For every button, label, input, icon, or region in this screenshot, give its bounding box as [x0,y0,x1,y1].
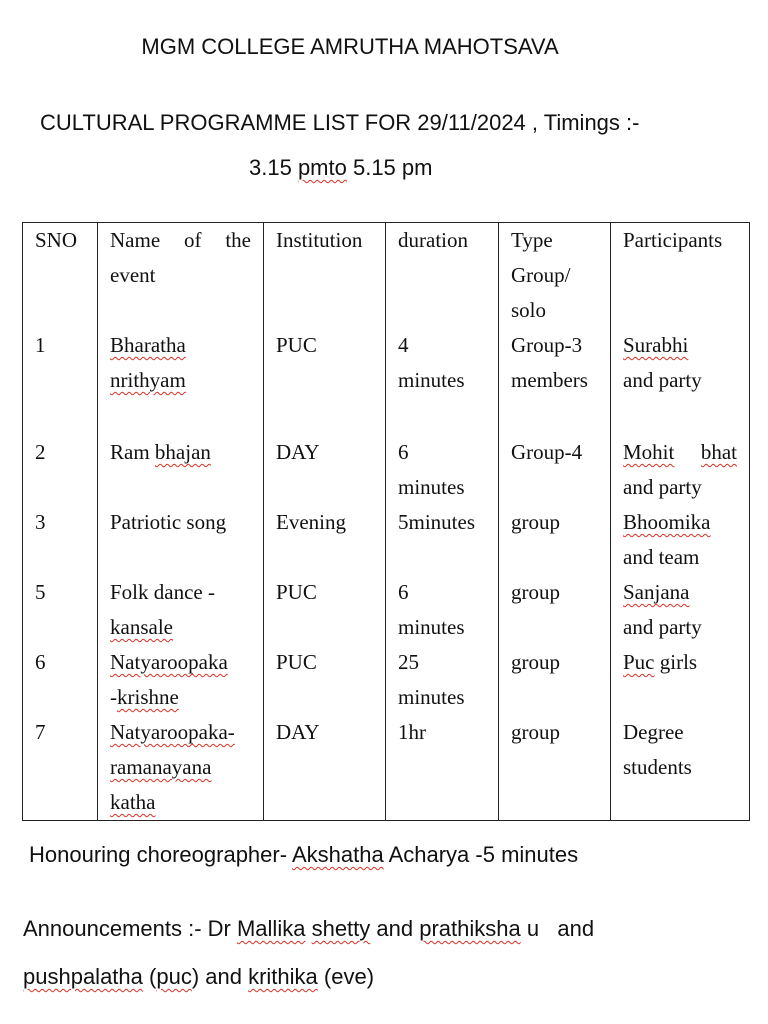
header-type-2: Group/ solo [499,258,611,328]
honouring-note: Honouring choreographer- Akshatha Acharya -5 minutes [29,842,579,867]
row-duration: 25 minutes [386,645,499,715]
row-duration: 6 minutes [386,435,499,505]
row-sno: 6 [23,645,98,715]
row-institution: PUC [264,328,386,435]
table-row [23,645,750,715]
row-type: Group-3 members [499,328,611,435]
row-institution: DAY [264,715,386,821]
table-row [23,575,750,645]
row-type: Group-4 [499,435,611,505]
row-institution: PUC [264,575,386,645]
row-institution: PUC [264,645,386,715]
row-sno: 1 [23,328,98,435]
header-duration: duration [386,223,499,259]
row-event: Patriotic song [98,505,264,575]
row-duration: 6 minutes [386,575,499,645]
announcements-line-2: pushpalatha (puc) and krithika (eve) [23,964,375,989]
programme-table [22,222,750,821]
row-event: Natyaroopaka -krishne [98,645,264,715]
row-type: group [499,715,611,821]
time-connector: pmto [297,155,347,180]
row-participants: Mohit bhat and party [611,435,750,505]
table-header-row-cont [23,258,750,328]
programme-list-title: CULTURAL PROGRAMME LIST FOR 29/11/2024 , Timings :- [40,110,640,135]
row-participants: Puc girls [611,645,750,715]
table-row [23,505,750,575]
row-sno: 2 [23,435,98,505]
header-sno: SNO [23,223,98,259]
table-row [23,328,750,435]
row-duration: 4 minutes [386,328,499,435]
row-type: group [499,645,611,715]
header-event-name: Name of the [98,223,264,259]
header-participants: Participants [611,223,750,259]
row-duration: 5minutes [386,505,499,575]
time-end: 5.15 pm [346,155,433,180]
row-sno: 3 [23,505,98,575]
row-type: group [499,575,611,645]
row-participants: Sanjana and party [611,575,750,645]
row-event: Folk dance - kansale [98,575,264,645]
header-institution: Institution [264,223,386,259]
time-start: 3.15 [249,155,298,180]
row-participants: Bhoomika and team [611,505,750,575]
row-participants: Surabhi and party [611,328,750,435]
row-duration: 1hr [386,715,499,821]
row-event: Bharatha nrithyam [98,328,264,435]
row-institution: DAY [264,435,386,505]
header-event-name-2: event [98,258,264,328]
row-event: Ram bhajan [98,435,264,505]
table-row [23,435,750,505]
header-type: Type [499,223,611,259]
row-participants: Degree students [611,715,750,821]
table-row [23,715,750,821]
announcements-line-1: Announcements :- Dr Mallika shetty and prathiksha u and [23,916,595,941]
row-type: group [499,505,611,575]
programme-timings [249,155,432,181]
college-title: MGM COLLEGE AMRUTHA MAHOTSAVA [141,34,559,59]
row-sno: 7 [23,715,98,821]
table-header-row [23,223,750,259]
row-event: Natyaroopaka- ramanayana katha [98,715,264,821]
row-institution: Evening [264,505,386,575]
row-sno: 5 [23,575,98,645]
